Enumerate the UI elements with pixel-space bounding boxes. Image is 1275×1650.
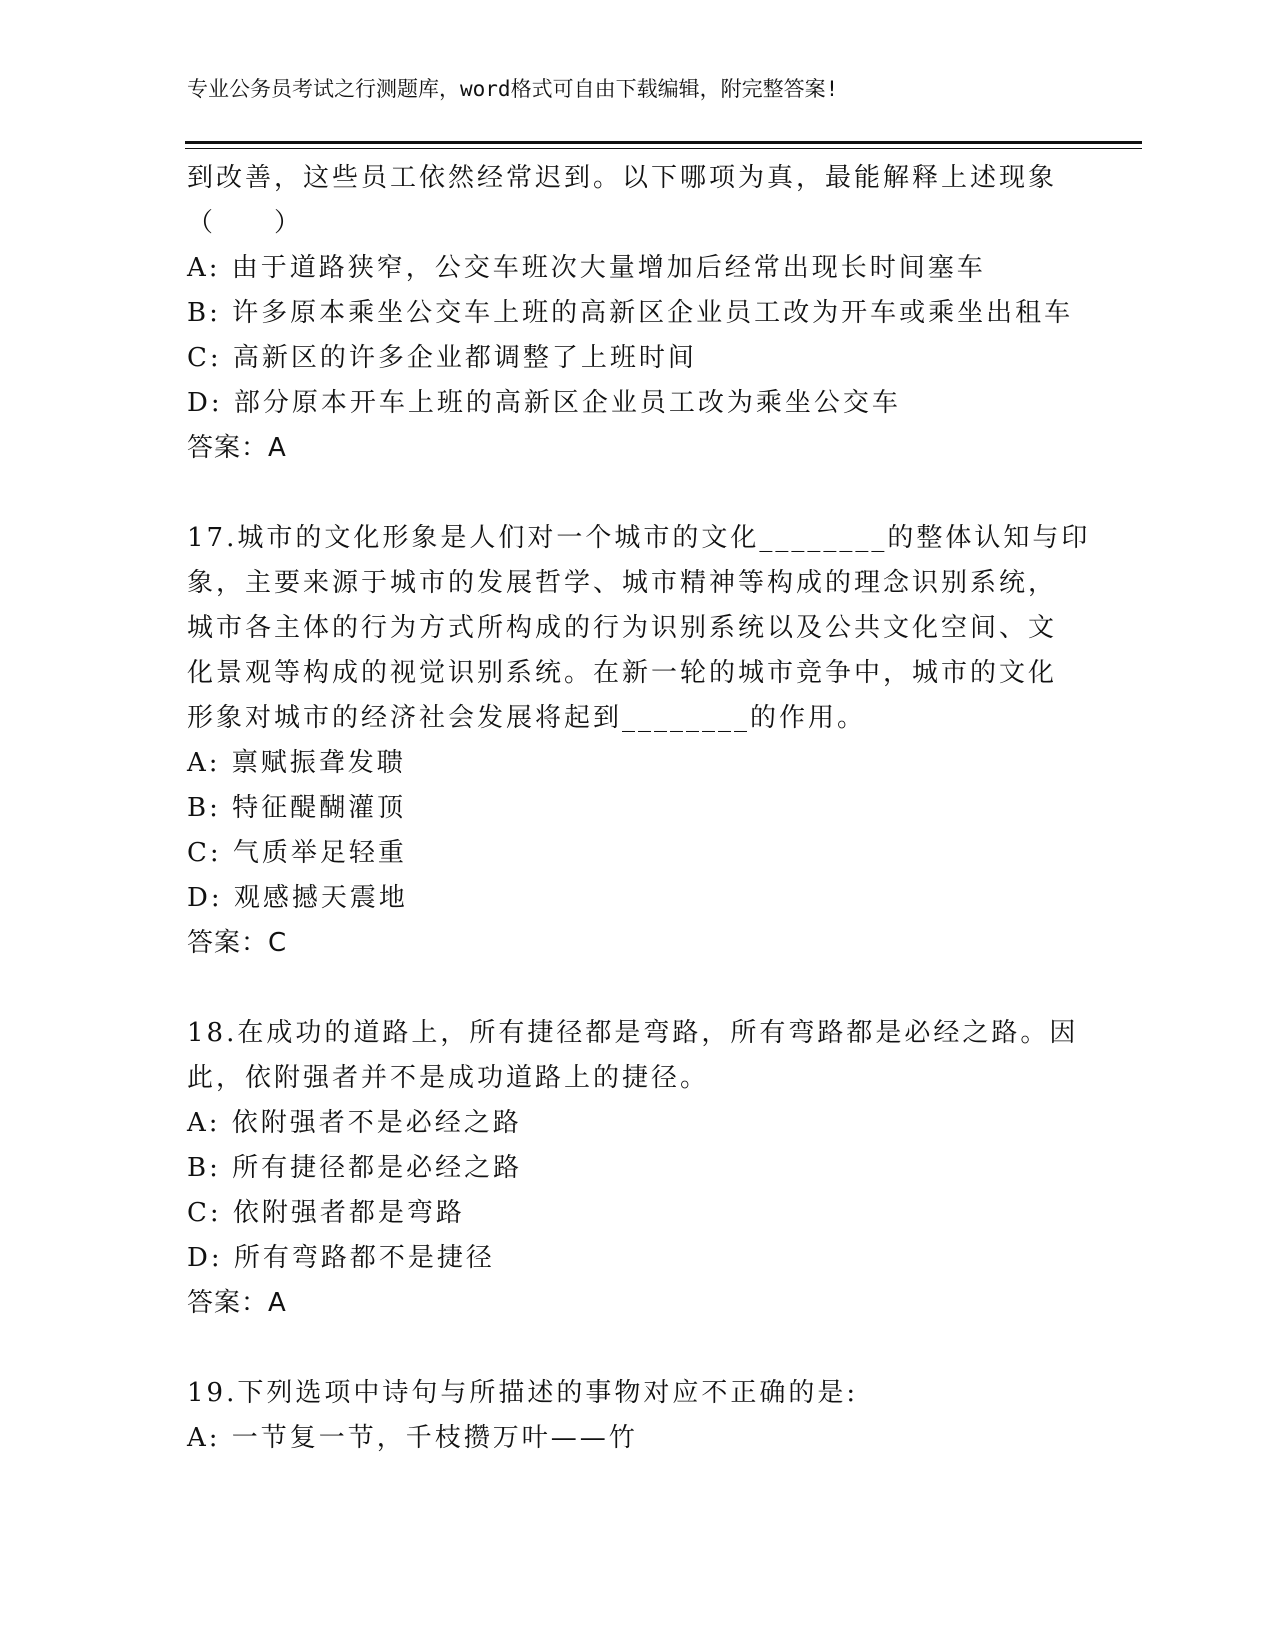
option-d: D: 观感撼天震地	[187, 883, 408, 913]
question-16-continuation	[187, 156, 1087, 471]
spacer	[187, 471, 1087, 516]
option-c: C: 依附强者都是弯路	[187, 1198, 465, 1228]
option-a: A: 禀赋振聋发聩	[187, 748, 406, 778]
option-d: D: 部分原本开车上班的高新区企业员工改为乘坐公交车	[187, 388, 901, 418]
question-text-line: 形象对城市的经济社会发展将起到________的作用。	[187, 703, 867, 733]
option-a: A: 依附强者不是必经之路	[187, 1108, 522, 1138]
question-18	[187, 1011, 1087, 1326]
question-text-line: 19.下列选项中诗句与所描述的事物对应不正确的是:	[187, 1378, 859, 1408]
option-a: A: 由于道路狭窄，公交车班次大量增加后经常出现长时间塞车	[187, 253, 986, 283]
question-17	[187, 516, 1091, 966]
page-header: 专业公务员考试之行测题库，word格式可自由下载编辑，附完整答案!	[187, 77, 839, 101]
question-text-line: 此，依附强者并不是成功道路上的捷径。	[187, 1063, 710, 1093]
answer-line: 答案：A	[187, 433, 287, 463]
question-text-line: 18.在成功的道路上，所有捷径都是弯路，所有弯路都是必经之路。因	[187, 1018, 1079, 1048]
document-body	[187, 156, 1091, 1461]
question-text-line: （ ）	[187, 208, 304, 238]
question-text-line: 城市各主体的行为方式所构成的行为识别系统以及公共文化空间、文	[187, 613, 1058, 643]
question-19	[187, 1371, 1087, 1461]
question-text-line: 象，主要来源于城市的发展哲学、城市精神等构成的理念识别系统，	[187, 568, 1058, 598]
option-b: B: 许多原本乘坐公交车上班的高新区企业员工改为开车或乘坐出租车	[187, 298, 1074, 328]
option-c: C: 高新区的许多企业都调整了上班时间	[187, 343, 697, 373]
question-text-line: 化景观等构成的视觉识别系统。在新一轮的城市竞争中，城市的文化	[187, 658, 1058, 688]
option-b: B: 所有捷径都是必经之路	[187, 1153, 523, 1183]
header-rule-thin	[185, 148, 1142, 149]
answer-line: 答案：A	[187, 1288, 287, 1318]
option-b: B: 特征醍醐灌顶	[187, 793, 407, 823]
question-text-line: 到改善，这些员工依然经常迟到。以下哪项为真，最能解释上述现象	[187, 163, 1058, 193]
spacer	[187, 966, 1087, 1011]
option-c: C: 气质举足轻重	[187, 838, 407, 868]
question-text-line: 17.城市的文化形象是人们对一个城市的文化________的整体认知与印	[187, 523, 1091, 553]
header-rule	[185, 141, 1142, 144]
option-d: D: 所有弯路都不是捷径	[187, 1243, 495, 1273]
answer-line: 答案：C	[187, 928, 288, 958]
option-a: A: 一节复一节，千枝攒万叶——竹	[187, 1423, 638, 1453]
spacer	[187, 1326, 1087, 1371]
